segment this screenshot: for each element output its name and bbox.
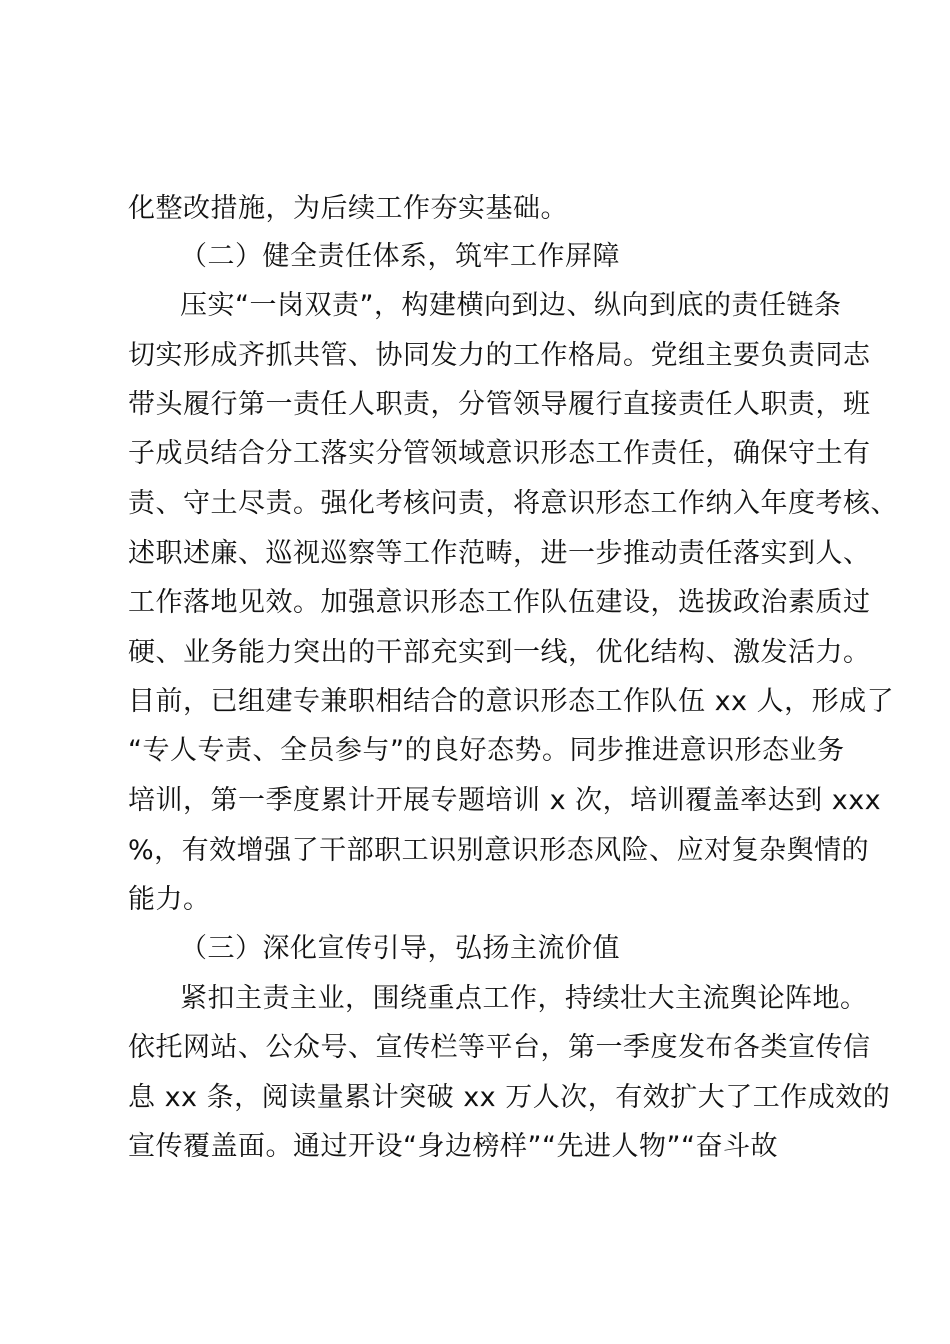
body-text-line: 化整改措施，为后续工作夯实基础。 (128, 193, 568, 224)
body-text-line: %，有效增强了干部职工识别意识形态风险、应对复杂舆情的 (128, 835, 870, 866)
body-text-line: 子成员结合分工落实分管领域意识形态工作责任，确保守土有 (128, 438, 871, 469)
body-text-line: 责、守土尽责。强化考核问责，将意识形态工作纳入年度考核、 (128, 488, 898, 519)
body-text-line: 宣传覆盖面。通过开设“身边榜样”“先进人物”“奋斗故 (128, 1131, 778, 1162)
body-text-line: 带头履行第一责任人职责，分管领导履行直接责任人职责，班 (128, 389, 871, 420)
body-text-line: 息 xx 条，阅读量累计突破 xx 万人次，有效扩大了工作成效的 (128, 1082, 891, 1113)
body-text-line: 工作落地见效。加强意识形态工作队伍建设，选拔政治素质过 (128, 587, 871, 618)
body-text-line: 依托网站、公众号、宣传栏等平台，第一季度发布各类宣传信 (128, 1032, 871, 1063)
section-heading-2: （二）健全责任体系，筑牢工作屏障 (180, 241, 620, 272)
body-text-line: “专人专责、全员参与”的良好态势。同步推进意识形态业务 (128, 735, 845, 766)
body-text-line: 切实形成齐抓共管、协同发力的工作格局。党组主要负责同志 (128, 340, 871, 371)
body-text-line: 紧扣主责主业，围绕重点工作，持续壮大主流舆论阵地。 (180, 983, 868, 1014)
section-heading-3: （三）深化宣传引导，弘扬主流价值 (180, 933, 620, 964)
body-text-line: 压实“一岗双责”，构建横向到边、纵向到底的责任链条 (180, 290, 842, 321)
body-text-line: 硬、业务能力突出的干部充实到一线，优化结构、激发活力。 (128, 637, 871, 668)
body-text-line: 目前，已组建专兼职相结合的意识形态工作队伍 xx 人，形成了 (128, 686, 895, 717)
body-text-line: 述职述廉、巡视巡察等工作范畴，进一步推动责任落实到人、 (128, 538, 871, 569)
body-text-line: 培训，第一季度累计开展专题培训 x 次，培训覆盖率达到 xxx (128, 785, 882, 816)
body-text-line: 能力。 (128, 884, 211, 915)
